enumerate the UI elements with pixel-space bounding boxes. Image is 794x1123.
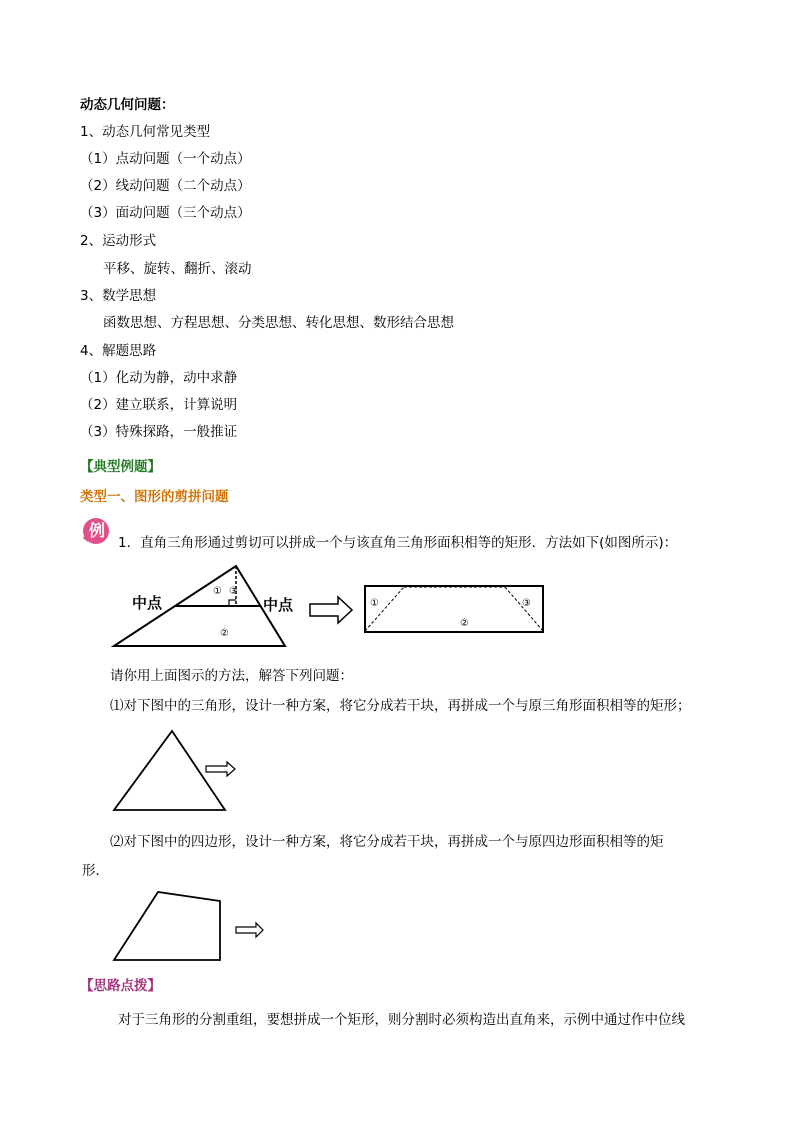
list-item: （2）建立联系，计算说明 xyxy=(80,397,238,413)
type1-heading: 类型一、图形的剪拼问题 xyxy=(80,489,229,505)
page-title: 动态几何问题： xyxy=(80,97,175,113)
example1-instruction: 请你用上面图示的方法，解答下列问题： xyxy=(110,668,353,684)
list-item: （2）线动问题（二个动点） xyxy=(80,178,251,194)
rect-piece3-label: ③ xyxy=(522,598,531,609)
dashed-cut-left xyxy=(365,587,404,631)
midpoint-right-label: 中点 xyxy=(263,596,294,614)
quadrilateral-shape xyxy=(114,892,220,960)
list-item: （3）特殊探路，一般推证 xyxy=(80,424,238,440)
question-2-text-cont: 形． xyxy=(82,863,109,879)
arrow-icon xyxy=(206,762,235,776)
hint-text: 对于三角形的分割重组，要想拼成一个矩形，则分割时必须构造出直角来，示例中通过作中位线 xyxy=(118,1012,685,1028)
section-heading-3: 3、数学思想 xyxy=(80,288,157,304)
example1-text: 1．直角三角形通过剪切可以拼成一个与该直角三角形面积相等的矩形．方法如下(如图所示)： xyxy=(118,535,678,551)
rect-piece1-label: ① xyxy=(370,598,379,609)
question-2-text: ⑵对下图中的四边形，设计一种方案，将它分成若干块，再拼成一个与原四边形面积相等的矩 xyxy=(110,834,664,850)
rect-piece2-label: ② xyxy=(460,618,469,629)
list-item: 平移、旋转、翻折、滚动 xyxy=(103,261,252,277)
section-heading-4: 4、解题思路 xyxy=(80,343,157,359)
arrow-icon xyxy=(236,923,263,937)
dashed-cut-right xyxy=(505,587,543,631)
quadrilateral-figure xyxy=(110,888,270,964)
result-rectangle xyxy=(365,586,543,632)
right-triangle-to-rectangle-figure xyxy=(110,560,550,652)
typical-examples-tag: 【典型例题】 xyxy=(80,459,161,475)
piece2-label: ② xyxy=(220,628,229,639)
list-item: （1）点动问题（一个动点） xyxy=(80,151,251,167)
list-item: （1）化动为静，动中求静 xyxy=(80,370,238,386)
hint-tag: 【思路点拨】 xyxy=(80,978,161,994)
section-heading-1: 1、动态几何常见类型 xyxy=(80,124,211,140)
triangle-figure xyxy=(110,726,240,814)
example-badge-label: 例 xyxy=(88,521,105,540)
midpoint-left-label: 中点 xyxy=(132,594,163,612)
section-heading-2: 2、运动形式 xyxy=(80,233,157,249)
piece1-label: ① xyxy=(213,586,222,597)
list-item: 函数思想、方程思想、分类思想、转化思想、数形结合思想 xyxy=(103,315,454,331)
arrow-icon xyxy=(310,597,352,623)
list-item: （3）面动问题（三个动点） xyxy=(80,205,251,221)
question-1-text: ⑴对下图中的三角形，设计一种方案，将它分成若干块，再拼成一个与原三角形面积相等的矩形； xyxy=(110,698,691,714)
piece3-label: ③ xyxy=(229,586,238,597)
